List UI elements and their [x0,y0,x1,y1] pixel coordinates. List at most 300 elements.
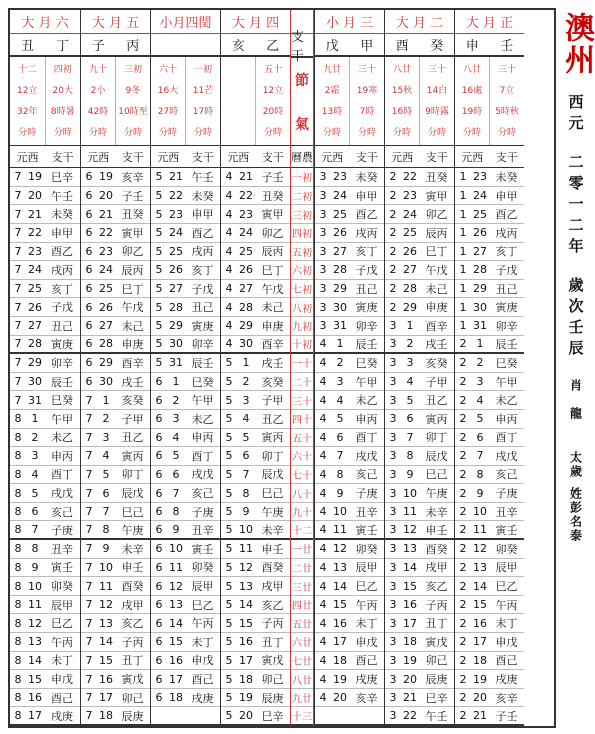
lunar-day-row [291,429,313,448]
day-ganzhi: 寅丙 [261,431,284,445]
day-row [10,633,80,652]
lunar-day-row [291,243,313,262]
lunar-day: 二廿 [292,563,312,575]
day-row [221,707,290,726]
day-ganzhi: 巳丁 [425,245,448,259]
solar-terms [151,57,220,146]
day-ganzhi: 申戊 [191,654,214,668]
gregorian-day: 6 [336,430,344,444]
day-ganzhi: 未丁 [51,654,73,668]
gregorian-month: 3 [319,300,327,314]
day-ganzhi: 申丙 [355,412,378,426]
gregorian-month: 2 [389,189,397,203]
gregorian-day: 13 [403,542,417,556]
day-ganzhi: 亥己 [51,505,73,519]
term-text: 12立 [17,85,38,96]
day-ganzhi: 酉己 [51,691,73,705]
day-ganzhi: 辰甲 [191,580,214,594]
day-ganzhi: 巳丁 [121,282,144,296]
lunar-day: 九十 [292,508,312,520]
day-row [455,168,524,187]
day-ganzhi: 午庚 [425,487,448,501]
gregorian-day: 20 [333,691,347,705]
gregorian-day: 6 [31,505,39,519]
gregorian-day: 9 [102,542,110,556]
day-row [81,224,150,243]
gregorian-day: 23 [239,207,253,221]
solar-term [10,57,45,145]
pillar-stem: 丁 [55,39,69,55]
gregorian-day: 18 [169,691,183,705]
term-text: 分時 [427,127,446,138]
gregorian-day: 8 [242,486,250,500]
day-row [385,243,454,262]
gregorian-month: 6 [155,430,163,444]
gregorian-day: 24 [28,263,42,277]
day-row [315,503,384,522]
gregorian-day: 16 [239,635,253,649]
gregorian-month: 7 [14,337,22,351]
day-ganzhi: 亥己 [191,487,214,501]
gregorian-month: 3 [389,709,397,723]
gregorian-day: 10 [473,505,487,519]
day-row [315,596,384,615]
day-row [10,466,80,485]
day-ganzhi: 辰戊 [121,487,144,501]
term-text: 分時 [193,127,212,138]
gregorian-day: 20 [239,709,253,723]
gregorian-day: 10 [333,505,347,519]
day-row [151,447,220,466]
lunar-day-row [291,466,313,485]
lunar-day-row [291,503,313,522]
solar-term [255,57,290,145]
lunar-day-row [291,298,313,317]
gregorian-day: 3 [476,375,484,389]
day-row [385,521,454,540]
day-row [315,336,384,355]
lunar-day: 八十 [292,489,312,501]
gregorian-day: 27 [99,319,113,333]
lunar-day: 八廿 [292,675,312,687]
day-ganzhi: 未癸 [495,170,518,184]
day-row [385,577,454,596]
gregorian-month: 2 [459,412,467,426]
gregorian-day: 2 [31,430,39,444]
gregorian-day: 8 [406,449,414,463]
gregorian-day: 12 [403,523,417,537]
day-ganzhi: 子丙 [425,598,448,612]
day-ganzhi: 寅壬 [191,542,214,556]
day-row [151,410,220,429]
gregorian-day: 31 [333,319,347,333]
gregorian-month: 5 [155,300,163,314]
day-ganzhi: 未丁 [191,635,214,649]
gregorian-month: 5 [225,375,233,389]
gregorian-month: 7 [85,505,93,519]
day-row [81,466,150,485]
pillar-branch: 戊 [325,39,339,55]
solar-term [315,57,349,145]
solar-terms [385,57,454,146]
day-row [151,280,220,299]
day-row [315,354,384,373]
day-ganzhi: 丑丁 [425,617,448,631]
gregorian-day: 28 [473,263,487,277]
gregorian-month: 6 [85,337,93,351]
gregorian-month: 7 [85,653,93,667]
day-row [151,373,220,392]
gregorian-month: 5 [225,467,233,481]
term-text: 三初 [123,64,142,75]
pillar-branch: 酉 [395,39,409,55]
place-title: 澳州 [559,12,594,76]
gregorian-day: 30 [333,300,347,314]
gregorian-month: 3 [389,375,397,389]
day-row [455,503,524,522]
lunar-day: 十初 [292,340,312,352]
jieqi-char: 氣 [295,116,309,133]
day-ganzhi: 丑乙 [121,431,144,445]
gregorian-month: 5 [155,170,163,184]
day-row [81,168,150,187]
day-ganzhi: 辰壬 [495,337,518,351]
gregorian-day: 26 [333,226,347,240]
gregorian-month: 5 [225,542,233,556]
solar-term [115,57,150,145]
day-ganzhi: 酉乙 [355,208,378,222]
day-row [385,336,454,355]
day-row [81,707,150,726]
day-row [10,577,80,596]
month-column [314,10,384,726]
day-ganzhi: 子甲 [121,412,144,426]
day-ganzhi: 寅戊 [425,635,448,649]
term-text: 分時 [18,127,37,138]
day-ganzhi: 丑癸 [261,189,284,203]
day-ganzhi: 卯己 [261,673,284,687]
day-ganzhi: 寅甲 [261,208,284,222]
day-ganzhi: 丑己 [51,319,73,333]
gregorian-month: 6 [155,542,163,556]
day-ganzhi: 巳癸 [495,356,518,370]
gregorian-month: 5 [225,598,233,612]
day-ganzhi: 寅庚 [191,319,214,333]
lunar-day: 七十 [292,470,312,482]
lunar-day: 二初 [292,192,312,204]
day-row [151,354,220,373]
gregorian-month: 3 [389,523,397,537]
day-ganzhi: 卯辛 [51,356,73,370]
gregorian-month: 5 [155,189,163,203]
day-ganzhi: 辰壬 [51,375,73,389]
lunar-day: 五十 [292,433,312,445]
gregorian-month: 6 [155,691,163,705]
term-text: 16時 [391,106,413,117]
day-ganzhi: 午甲 [495,375,518,389]
day-row [455,373,524,392]
day-ganzhi: 酉癸 [261,561,284,575]
gregorian-month: 2 [459,486,467,500]
day-row [315,670,384,689]
day-ganzhi: 未乙 [51,431,73,445]
day-row [221,298,290,317]
day-row [10,521,80,540]
day-ganzhi: 午庚 [261,505,284,519]
gregorian-day: 30 [28,375,42,389]
day-ganzhi: 未丁 [495,617,518,631]
day-row [10,410,80,429]
day-row [151,429,220,448]
day-row [315,410,384,429]
gregorian-day: 27 [28,319,42,333]
day-row [385,614,454,633]
day-row [81,670,150,689]
day-ganzhi: 卯辛 [191,337,214,351]
gregorian-day: 12 [333,542,347,556]
gregorian-day: 2 [242,375,250,389]
gregorian-month: 7 [85,486,93,500]
gregorian-day: 16 [403,598,417,612]
gregorian-month: 6 [155,635,163,649]
day-row [151,670,220,689]
day-ganzhi: 午甲 [355,375,378,389]
day-row [10,447,80,466]
day-ganzhi: 巳己 [425,468,448,482]
day-ganzhi: 巳己 [261,487,284,501]
day-ganzhi: 亥丁 [495,245,518,259]
pillar-branch: 丑 [20,39,34,55]
year-label: 二零一二年 [566,154,585,259]
jieqi-char: 節 [295,72,309,89]
day-ganzhi: 亥己 [495,468,518,482]
day-row [455,614,524,633]
gregorian-day: 3 [406,356,414,370]
gregorian-month: 3 [389,560,397,574]
day-row [81,559,150,578]
gregorian-day: 18 [473,653,487,667]
gregorian-month: 2 [389,207,397,221]
day-row [10,298,80,317]
lunar-day: 四廿 [292,601,312,613]
gregorian-month: 6 [155,579,163,593]
gregorian-day: 29 [169,319,183,333]
lunar-day: 一初 [292,173,312,185]
day-row [151,577,220,596]
gregorian-month: 7 [85,412,93,426]
gregorian-day: 1 [242,356,250,370]
day-ganzhi: 申甲 [191,208,214,222]
day-row [455,447,524,466]
gregorian-month: 3 [389,356,397,370]
day-row [385,596,454,615]
lunar-day-row [291,484,313,503]
gregorian-month: 7 [85,709,93,723]
day-ganzhi: 酉己 [355,654,378,668]
term-text: 分時 [123,127,142,138]
day-row [221,410,290,429]
gregorian-day: 21 [99,207,113,221]
gregorian-month: 2 [459,449,467,463]
day-row [221,205,290,224]
day-ganzhi: 子庚 [191,505,214,519]
gregorian-day: 17 [333,635,347,649]
gregorian-day: 29 [403,300,417,314]
day-ganzhi: 卯丁 [121,468,144,482]
gregorian-day: 28 [169,300,183,314]
gregorian-month: 2 [459,542,467,556]
gregorian-day: 29 [28,356,42,370]
pillar-branch: 子 [91,39,105,55]
gregorian-month: 5 [225,412,233,426]
gregorian-day: 30 [473,300,487,314]
gregorian-day: 4 [242,412,250,426]
day-rows [221,168,290,726]
day-row [455,410,524,429]
day-ganzhi: 未丁 [355,617,378,631]
gregorian-day: 10 [28,579,42,593]
gregorian-month: 5 [225,356,233,370]
solar-term [81,57,115,145]
day-row [315,466,384,485]
lunar-day: 九初 [292,322,312,334]
gregorian-day: 25 [473,207,487,221]
day-ganzhi: 丑辛 [51,542,73,556]
gregorian-day: 13 [99,616,113,630]
gregorian-month: 5 [225,393,233,407]
day-ganzhi: 辰丙 [425,226,448,240]
day-row [455,652,524,671]
gregorian-day: 14 [99,635,113,649]
day-ganzhi: 午丙 [355,598,378,612]
gregorian-month: 3 [389,505,397,519]
day-row [315,614,384,633]
day-ganzhi: 辰壬 [355,337,378,351]
term-text: 分時 [497,127,516,138]
day-ganzhi: 卯乙 [425,208,448,222]
gregorian-month: 3 [389,486,397,500]
gregorian-month: 6 [85,170,93,184]
day-ganzhi: 戌戊 [191,468,214,482]
day-row [385,373,454,392]
header-gregorian: 元西 [157,150,180,164]
day-ganzhi: 子戊 [191,282,214,296]
day-row [315,447,384,466]
day-row [385,354,454,373]
day-row [221,187,290,206]
day-row [221,484,290,503]
day-ganzhi: 子丙 [121,635,144,649]
gregorian-month: 5 [225,505,233,519]
day-row [81,484,150,503]
day-ganzhi: 巳辛 [261,709,284,723]
header-ganzhi: 支干 [425,150,448,164]
term-text: 7立 [499,85,515,96]
solar-terms [315,57,384,146]
gregorian-month: 3 [389,579,397,593]
gregorian-month: 8 [14,542,22,556]
lunar-day: 四十 [292,415,312,427]
header-ganzhi: 支干 [355,150,378,164]
gregorian-day: 23 [473,170,487,184]
lunar-day-row [291,447,313,466]
gregorian-month: 8 [14,449,22,463]
day-ganzhi: 巳癸 [355,356,378,370]
day-ganzhi: 戌丙 [191,245,214,259]
gregorian-day: 27 [239,282,253,296]
gregorian-month: 8 [14,560,22,574]
lunar-calendar-table [8,8,556,728]
lunar-day-row [291,577,313,596]
pillar-stem: 丙 [126,39,140,55]
gregorian-day: 23 [403,189,417,203]
gregorian-day: 10 [403,486,417,500]
gregorian-day: 4 [172,430,180,444]
gregorian-month: 3 [389,598,397,612]
gregorian-month: 2 [459,467,467,481]
day-ganzhi: 酉辛 [121,356,144,370]
day-rows [385,168,454,726]
gregorian-month: 8 [14,412,22,426]
day-ganzhi: 酉丁 [355,431,378,445]
term-text: 17時 [192,106,214,117]
day-ganzhi: 辰丙 [261,245,284,259]
gregorian-day: 16 [28,691,42,705]
gregorian-day: 9 [172,523,180,537]
term-text: 八廿 [392,64,411,75]
gregorian-day: 7 [336,449,344,463]
day-ganzhi: 申庚 [121,337,144,351]
day-ganzhi: 亥辛 [495,691,518,705]
gregorian-month: 8 [14,653,22,667]
gregorian-day: 11 [333,523,347,537]
gregorian-day: 15 [403,579,417,593]
term-text: 16處 [461,85,483,96]
gregorian-month: 2 [459,635,467,649]
gregorian-day: 4 [31,467,39,481]
gregorian-day: 26 [169,263,183,277]
day-ganzhi: 戌戊 [51,487,73,501]
lunar-day: 五廿 [292,619,312,631]
gregorian-month: 4 [319,375,327,389]
day-ganzhi: 酉丁 [495,431,518,445]
month-pillar [221,34,290,58]
day-ganzhi: 午庚 [121,523,144,537]
day-row [151,466,220,485]
zodiac-label: 肖 [568,379,583,405]
day-ganzhi: 丑辛 [495,505,518,519]
gregorian-day: 13 [28,635,42,649]
lunar-day-row [291,596,313,615]
day-ganzhi: 酉乙 [495,208,518,222]
term-text: 九十 [88,64,107,75]
month-pillar [385,34,454,58]
gregorian-day: 15 [99,653,113,667]
day-ganzhi: 巳癸 [191,375,214,389]
gregorian-month: 4 [225,207,233,221]
gregorian-day: 25 [403,226,417,240]
gregorian-month: 4 [225,226,233,240]
gregorian-month: 3 [319,189,327,203]
gregorian-day: 17 [99,691,113,705]
gregorian-month: 5 [225,430,233,444]
gregorian-month: 6 [85,319,93,333]
day-ganzhi: 酉己 [191,673,214,687]
gregorian-month: 7 [14,244,22,258]
gregorian-day: 9 [242,505,250,519]
day-ganzhi: 酉丁 [191,449,214,463]
day-ganzhi: 亥丁 [191,263,214,277]
